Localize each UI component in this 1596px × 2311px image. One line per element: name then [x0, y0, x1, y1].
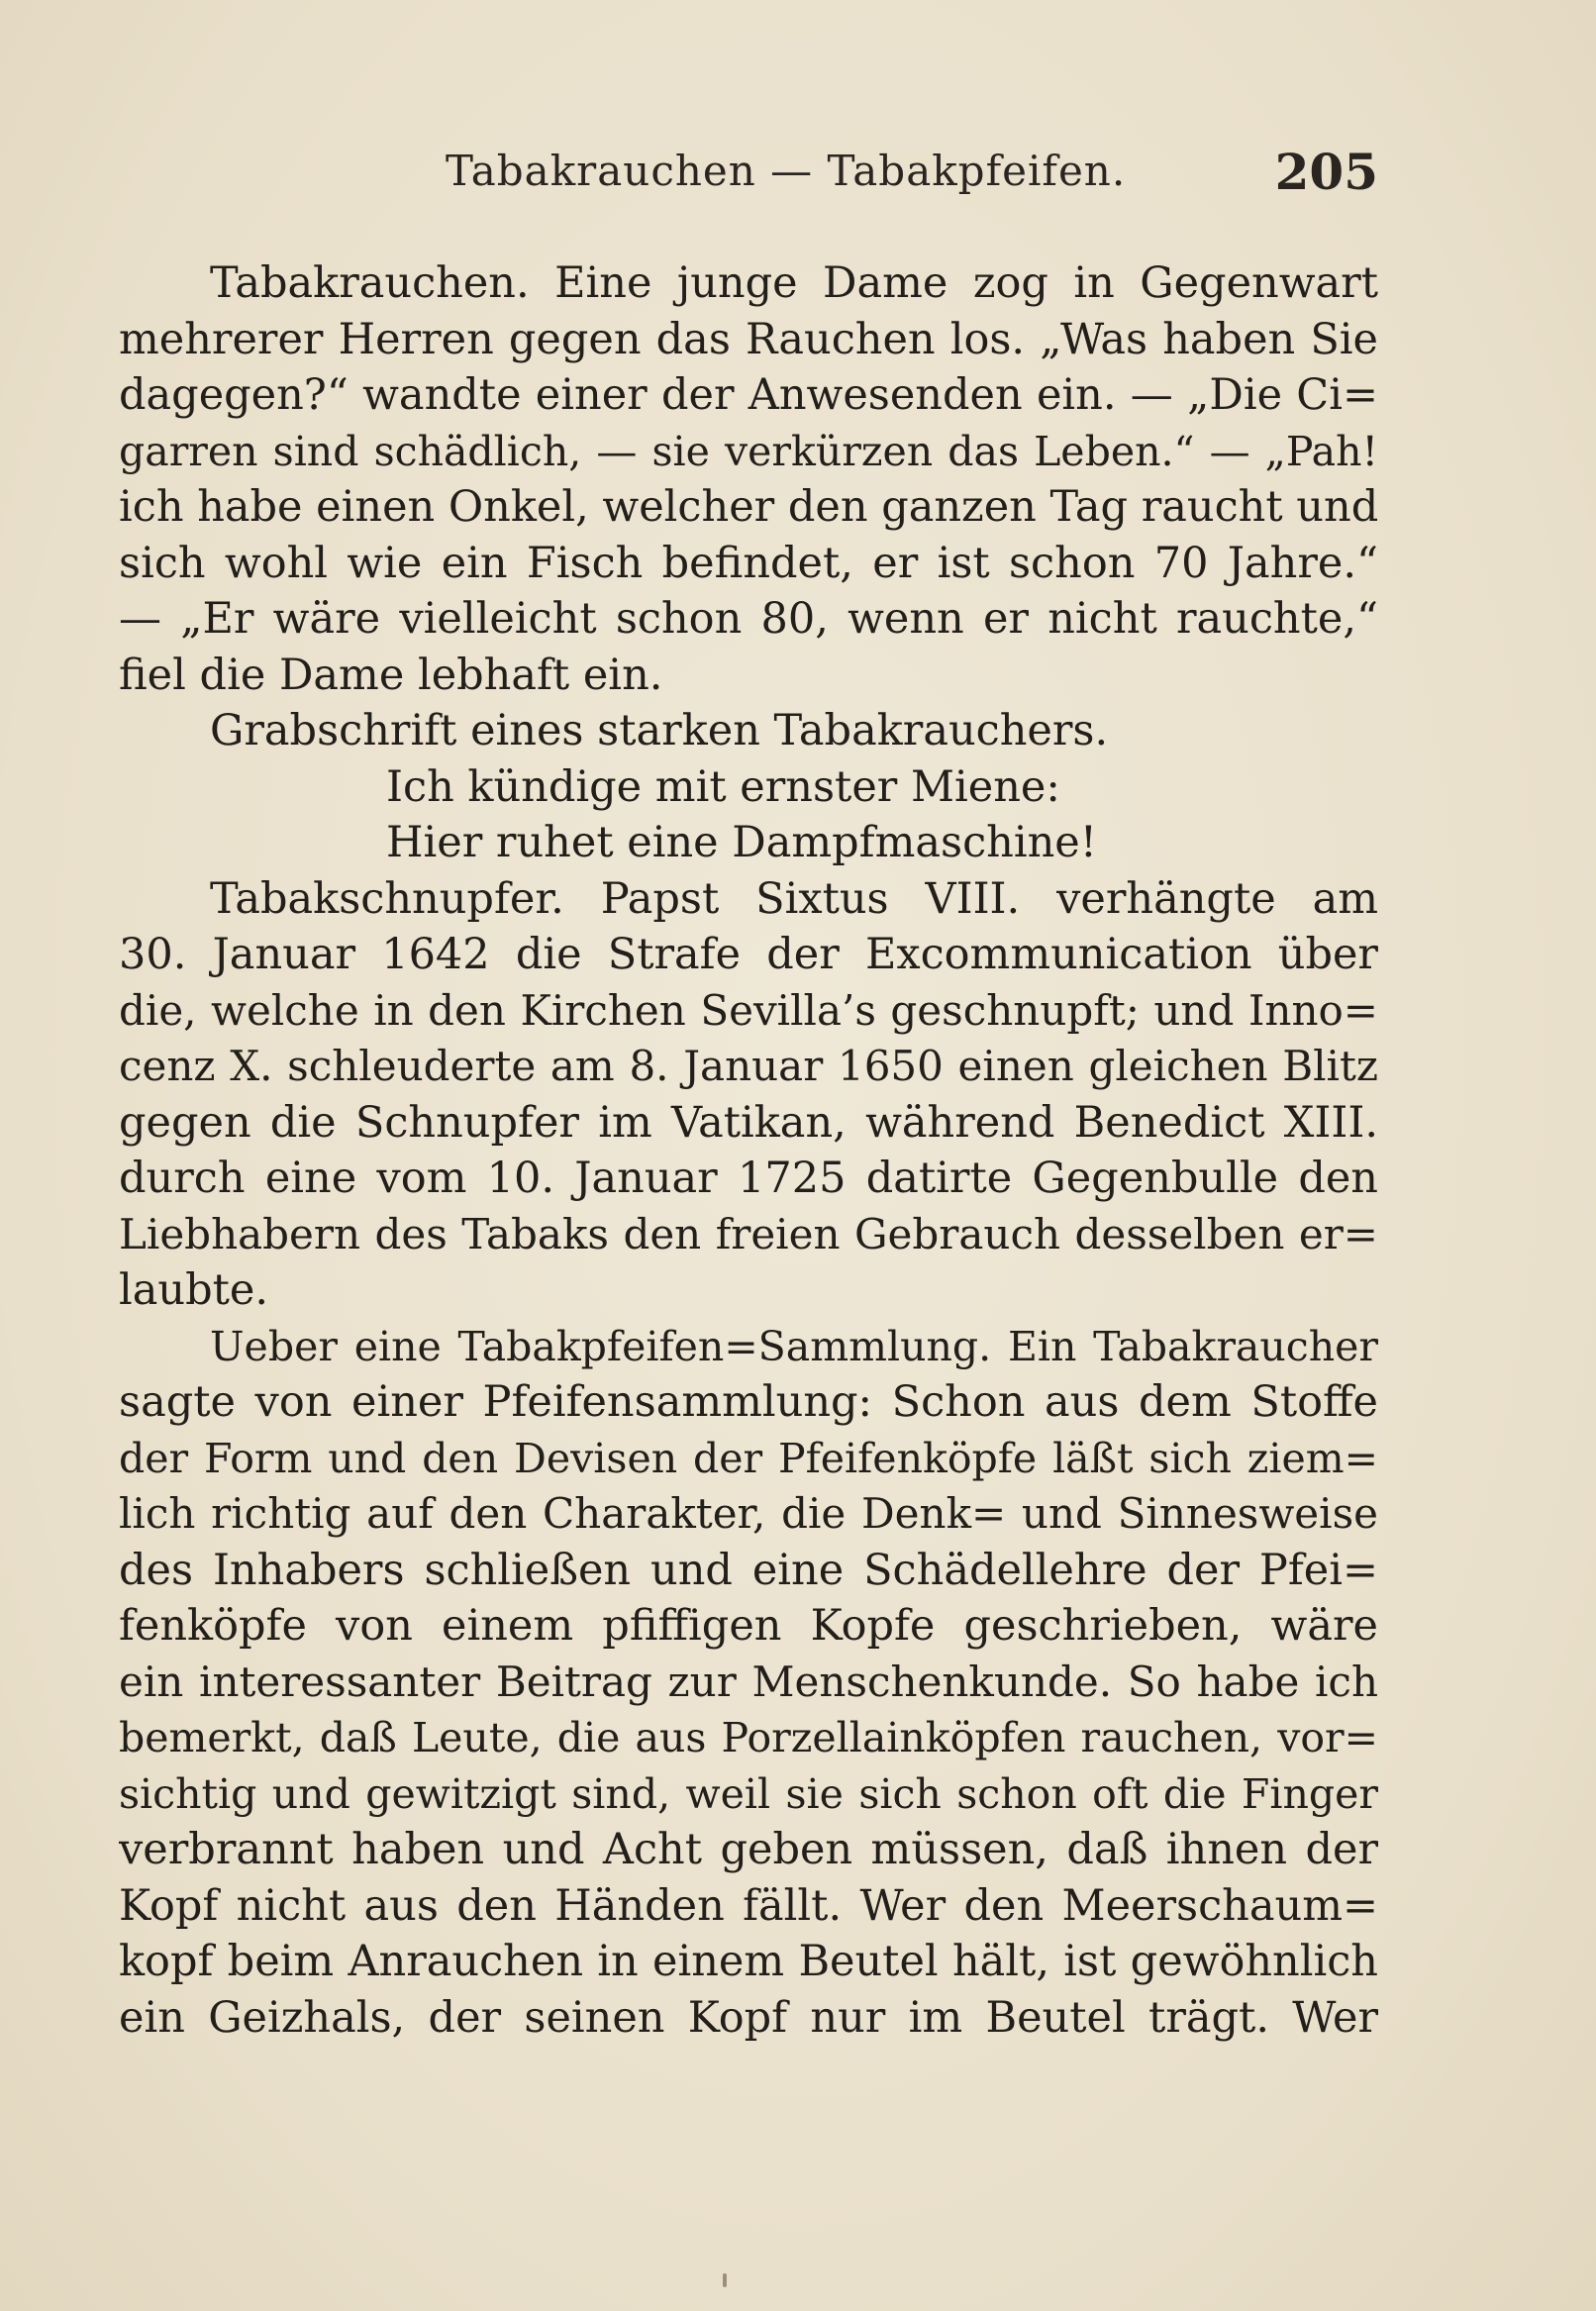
- text-line: des Inhabers schließen und eine Schädellehre der Pfei=: [119, 1545, 1378, 1595]
- text-line: sich wohl wie ein Fisch befindet, er ist schon 70 Jahre.“: [119, 538, 1378, 588]
- text-line: durch eine vom 10. Januar 1725 datirte Gegenbulle den: [119, 1154, 1378, 1203]
- text-line: sichtig und gewitzigt sind, weil sie sich schon oft die Finger: [119, 1769, 1378, 1818]
- text-line: ein interessanter Beitrag zur Menschenkunde. So habe ich: [119, 1657, 1378, 1706]
- text-line: kopf beim Anrauchen in einem Beutel hält, ist gewöhnlich: [119, 1937, 1378, 1986]
- text-line: fenköpfe von einem pfiffigen Kopfe geschrieben, wäre: [119, 1601, 1378, 1651]
- text-line: Ueber eine Tabakpfeifen=Sammlung. Ein Tabakraucher: [210, 1322, 1378, 1370]
- text-line: garren sind schädlich, — sie verkürzen das Leben.“ — „Pah!: [119, 427, 1378, 475]
- text-line: 30. Januar 1642 die Strafe der Excommunication über: [119, 930, 1378, 979]
- text-line: — „Er wäre vielleicht schon 80, wenn er nicht rauchte,“: [119, 594, 1378, 644]
- running-title: Tabakrauchen — Tabakpfeifen.: [446, 147, 1127, 195]
- text-line: sagte von einer Pfeifensammlung: Schon aus dem Stoffe: [119, 1377, 1378, 1427]
- section-heading: Grabschrift eines starken Tabakrauchers.: [210, 706, 1109, 755]
- text-line: Tabakschnupfer. Papst Sixtus VIII. verhängte am: [210, 873, 1378, 924]
- text-line: ein Geizhals, der seinen Kopf nur im Beutel trägt. Wer: [119, 1992, 1378, 2043]
- text-line: ich habe einen Onkel, welcher den ganzen Tag raucht und: [119, 482, 1378, 532]
- page-header: [119, 139, 1378, 208]
- verse-line: Ich kündige mit ernster Miene:: [386, 761, 1060, 812]
- body-text: [119, 255, 1378, 2046]
- text-line: der Form und den Devisen der Pfeifenköpfe läßt sich ziem=: [119, 1434, 1378, 1482]
- text-line: die, welche in den Kirchen Sevilla’s geschnupft; und Inno=: [119, 985, 1378, 1035]
- page-number: 205: [1274, 143, 1378, 201]
- text-line: laubte.: [119, 1265, 269, 1315]
- text-line: dagegen?“ wandte einer der Anwesenden ein. — „Die Ci=: [119, 370, 1378, 420]
- text-line: verbrannt haben und Acht geben müssen, daß ihnen der: [119, 1825, 1378, 1874]
- verse-line: Hier ruhet eine Dampfmaschine!: [386, 818, 1098, 867]
- text-line: bemerkt, daß Leute, die aus Porzellainköpfen rauchen, vor=: [119, 1714, 1378, 1761]
- text-line: gegen die Schnupfer im Vatikan, während Benedict XIII.: [119, 1097, 1378, 1148]
- text-line: Kopf nicht aus den Händen fällt. Wer den Meerschaum=: [119, 1880, 1378, 1931]
- text-line: Tabakrauchen. Eine junge Dame zog in Gegenwart: [210, 258, 1378, 308]
- text-line: lich richtig auf den Charakter, die Denk= und Sinnesweise: [119, 1489, 1378, 1538]
- text-line: mehrerer Herren gegen das Rauchen los. „Was haben Sie: [119, 314, 1378, 364]
- text-line: Liebhabern des Tabaks den freien Gebrauch desselben er=: [119, 1209, 1378, 1258]
- text-line: fiel die Dame lebhaft ein.: [119, 650, 663, 700]
- text-line: cenz X. schleuderte am 8. Januar 1650 einen gleichen Blitz: [119, 1042, 1378, 1090]
- print-mark: [723, 2273, 727, 2287]
